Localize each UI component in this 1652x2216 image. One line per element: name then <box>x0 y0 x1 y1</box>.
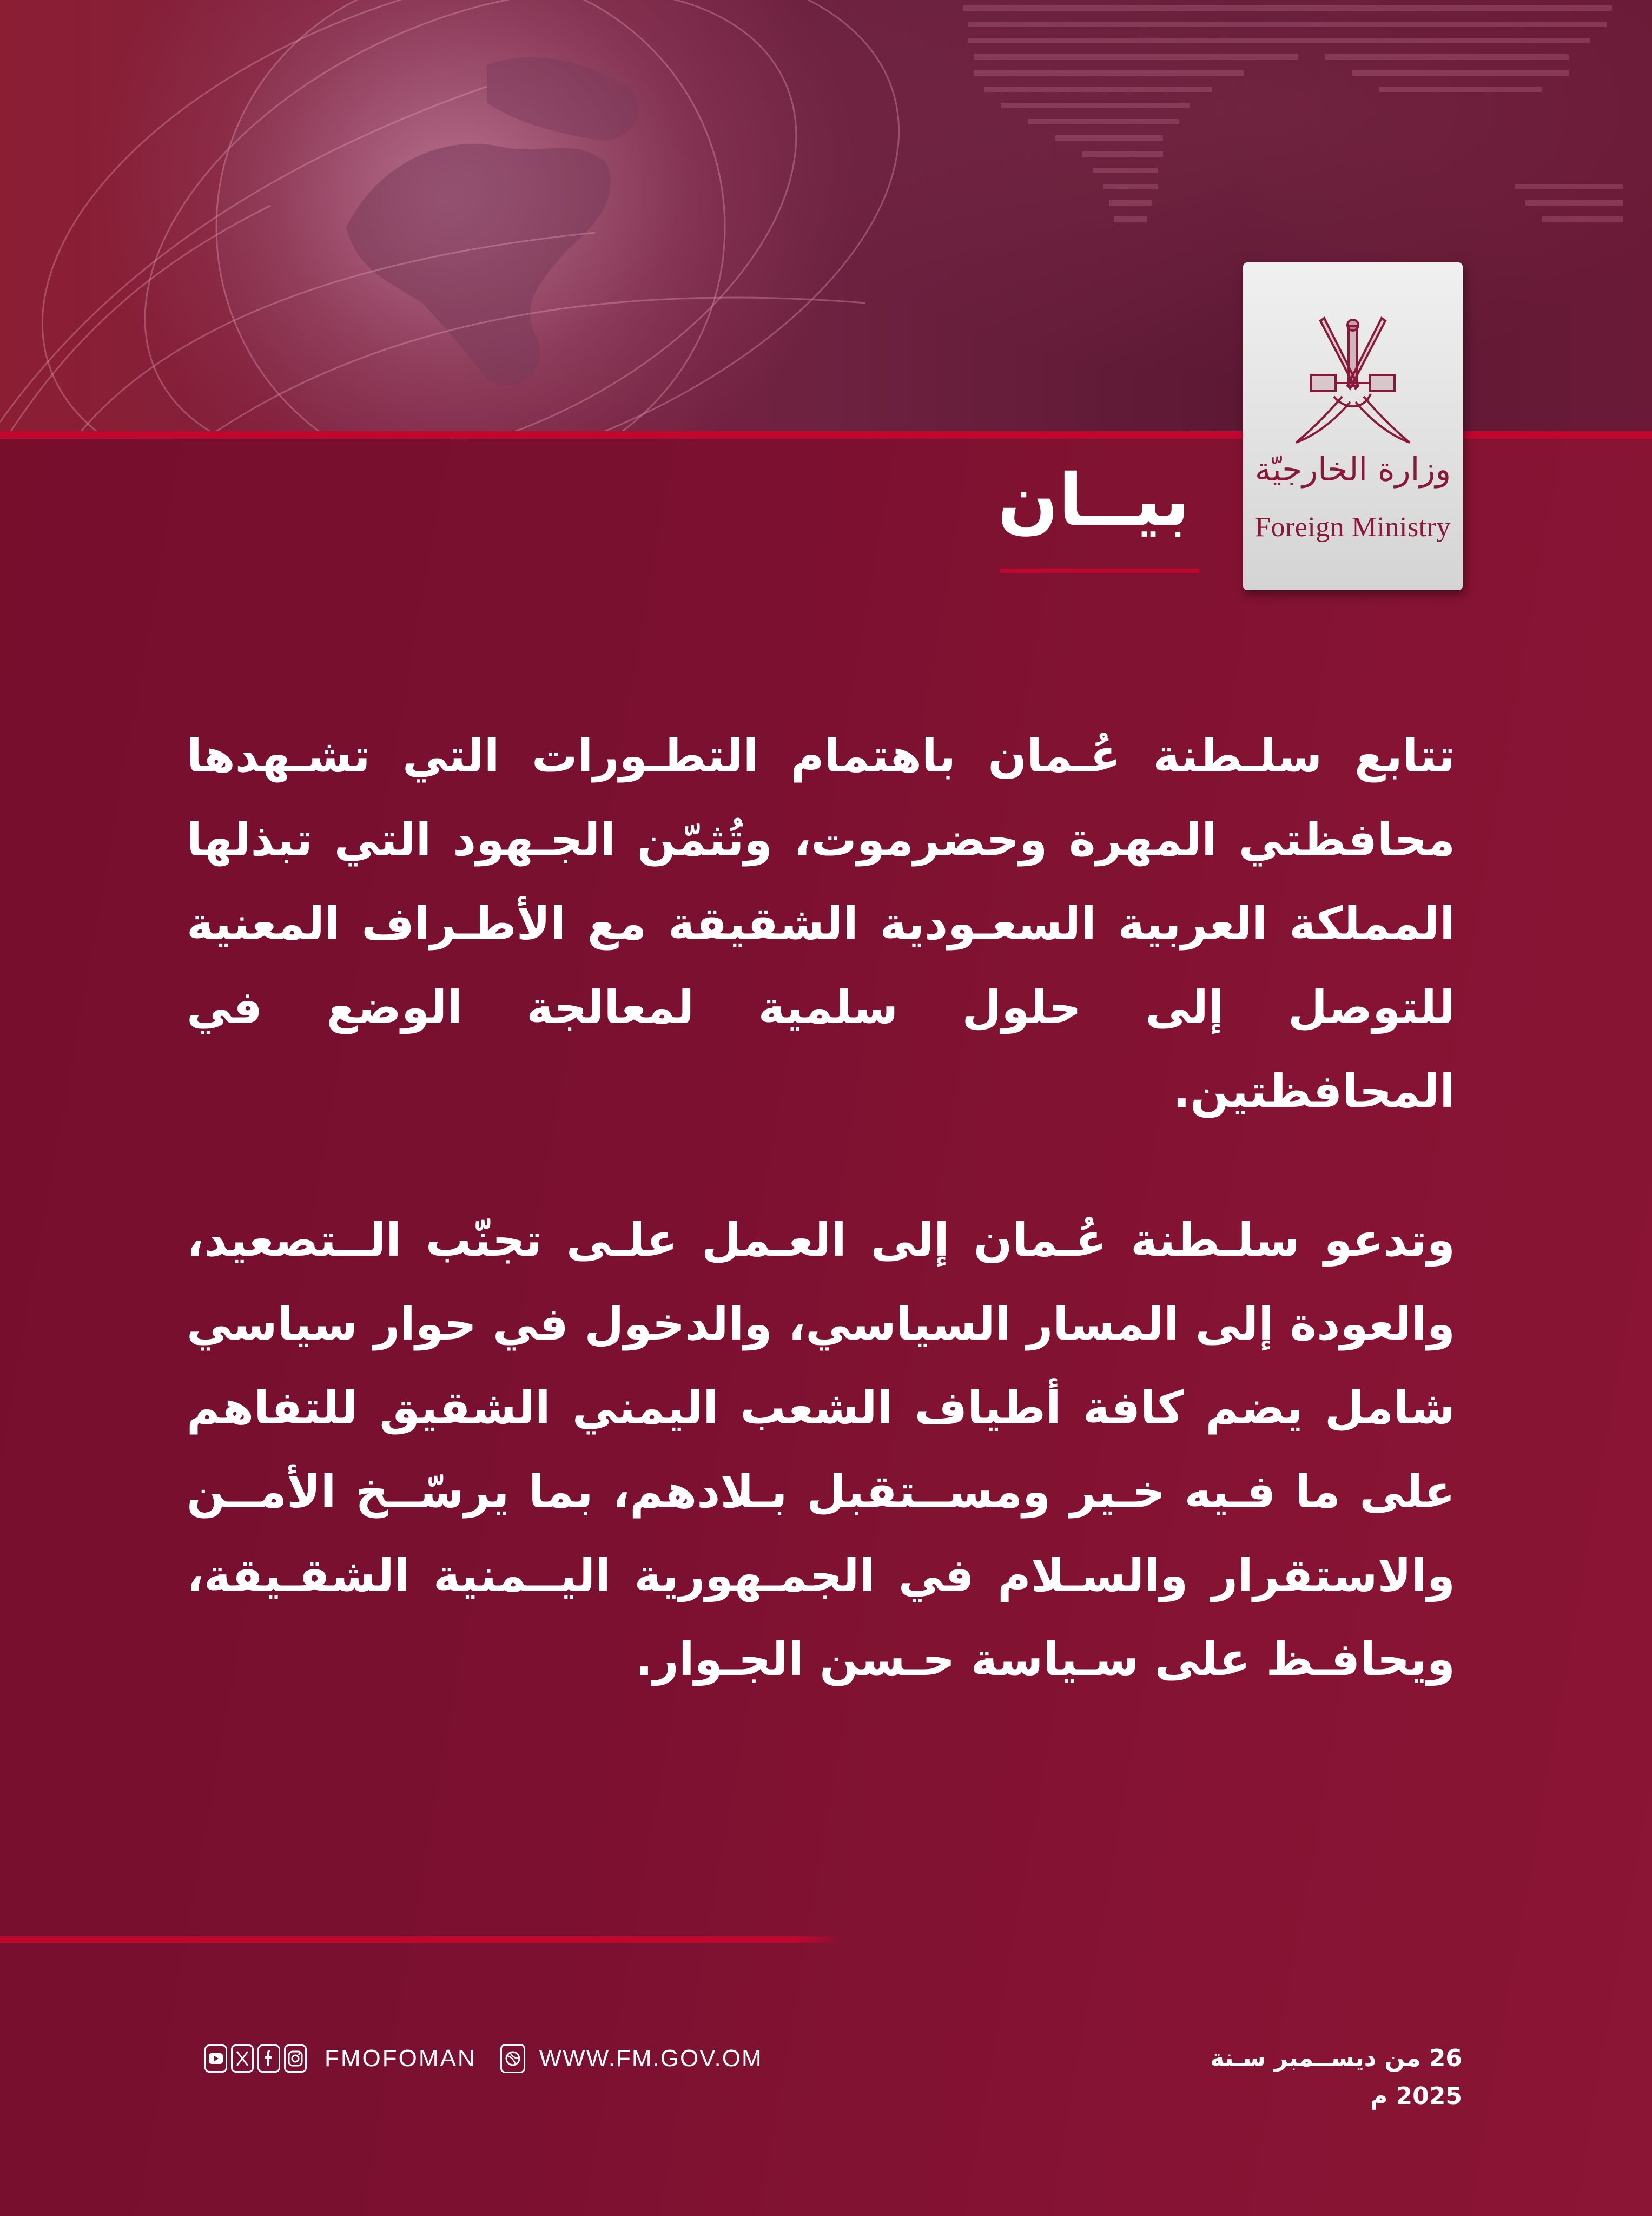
website-link[interactable]: WWW.FM.GOV.OM <box>539 2045 763 2072</box>
title-underline <box>1000 569 1199 573</box>
logo-english-name: Foreign Ministry <box>1255 512 1451 543</box>
x-icon[interactable] <box>231 2044 254 2073</box>
social-handle[interactable]: FMOFOMAN <box>325 2045 477 2072</box>
globe-icon <box>500 2044 525 2073</box>
footer-accent-stripe <box>0 1936 844 1943</box>
page-title: بيــان <box>997 459 1190 542</box>
instagram-icon[interactable] <box>284 2044 307 2073</box>
ministry-logo <box>1243 262 1463 590</box>
logo-arabic-name: وزارة الخارجيّة <box>1254 451 1451 489</box>
facebook-icon[interactable] <box>257 2044 280 2073</box>
statement-paragraph-2: وتدعو سلـطنة عُـمان إلى العـمل علـى تجنّب الــتصعيد، والعودة إلى المسار السياسي، والدخول في حوار سياسي شامل يضم كافة أطياف الشعب اليمني الشقيق للتفاهم على ما فـيه خـير ومســتقبل بـلادهم، بما يرسّــخ الأمــن والاستقرار والسـلام في الجمـهورية اليــمنية الشقـيقة، ويحافـظ على سـياسة حـسن الجـوار. <box>187 1213 1455 1686</box>
statement-date: 26 من ديســمبر سـنة 2025 م <box>1210 2044 1462 2110</box>
footer-contact <box>204 2042 763 2075</box>
statement-paragraph-1: تتابع سلـطنة عُـمان باهتمام التطـورات التي تشـهدها محافظتي المهرة وحضرموت، وتُثمّن الجـهود التي تبذلها المملكة العربية السعـودية الشقيقة مع الأطـراف المعنية للتوصل إلى حلول سلمية لمعالجة الوضع في المحافظتين. <box>187 729 1455 1118</box>
emblem-icon <box>1274 294 1431 451</box>
youtube-icon[interactable] <box>204 2044 227 2073</box>
